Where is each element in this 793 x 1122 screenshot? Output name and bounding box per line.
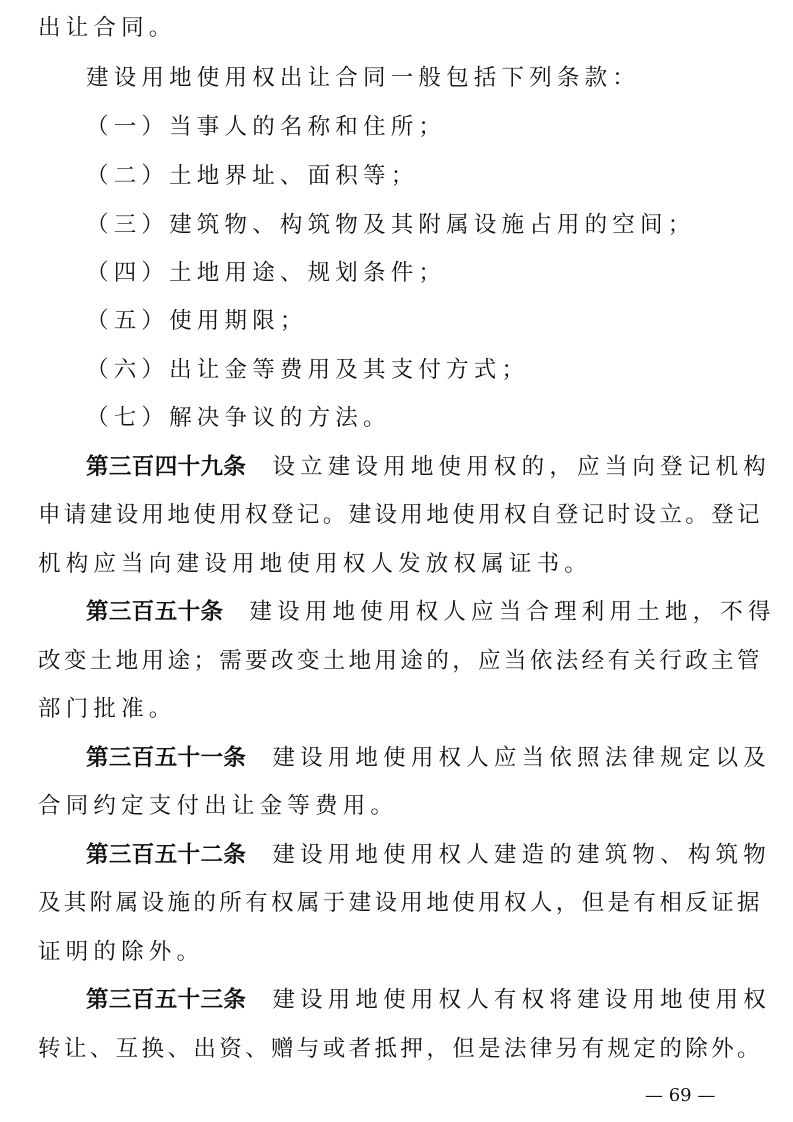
- clause-item: （六）出让金等费用及其支付方式；: [86, 357, 530, 383]
- article-text: 设立建设用地使用权的，应当向登记机构: [272, 454, 771, 480]
- article-heading: 第三百五十一条: [86, 745, 247, 771]
- clause-item: （七）解决争议的方法。: [86, 405, 391, 431]
- clause-item: （三）建筑物、构筑物及其附属设施占用的空间；: [86, 212, 696, 238]
- article-349-first-line: [86, 451, 771, 483]
- article-text: 建设用地使用权人有权将建设用地使用权: [272, 987, 771, 1013]
- article-352-first-line: [86, 839, 771, 871]
- article-text-line: 转让、互换、出资、赠与或者抵押，但是法律另有规定的除外。: [38, 1036, 760, 1062]
- article-text-line: 证明的除外。: [38, 939, 205, 965]
- article-text: 建设用地使用权人应当合理利用土地，不得: [249, 599, 776, 625]
- article-text-line: 申请建设用地使用权登记。建设用地使用权自登记时设立。登记: [38, 502, 760, 528]
- article-text-line: 部门批准。: [38, 696, 177, 722]
- article-heading: 第三百五十条: [86, 599, 224, 625]
- article-text-line: 合同约定支付出让金等费用。: [38, 793, 399, 819]
- article-text: 建设用地使用权人建造的建筑物、构筑物: [272, 842, 771, 868]
- article-heading: 第三百五十二条: [86, 842, 247, 868]
- article-text-line: 及其附属设施的所有权属于建设用地使用权人，但是有相反证据: [38, 890, 760, 916]
- clause-item: （一）当事人的名称和住所；: [86, 114, 447, 140]
- continuation-line: 出让合同。: [38, 15, 177, 41]
- article-text: 建设用地使用权人应当依照法律规定以及: [272, 745, 771, 771]
- article-heading: 第三百五十三条: [86, 987, 247, 1013]
- article-text-line: 改变土地用途；需要改变土地用途的，应当依法经有关行政主管: [38, 648, 760, 674]
- article-heading: 第三百四十九条: [86, 454, 247, 480]
- clause-item: （二）土地界址、面积等；: [86, 163, 419, 189]
- article-text-line: 机构应当向建设用地使用权人发放权属证书。: [38, 551, 593, 577]
- clause-item: （五）使用期限；: [86, 308, 308, 334]
- article-353-first-line: [86, 984, 771, 1016]
- article-350-first-line: [86, 596, 776, 628]
- article-351-first-line: [86, 742, 771, 774]
- page-number: — 69 —: [645, 1085, 716, 1106]
- clause-item: （四）土地用途、规划条件；: [86, 260, 447, 286]
- clause-intro: 建设用地使用权出让合同一般包括下列条款：: [86, 65, 641, 91]
